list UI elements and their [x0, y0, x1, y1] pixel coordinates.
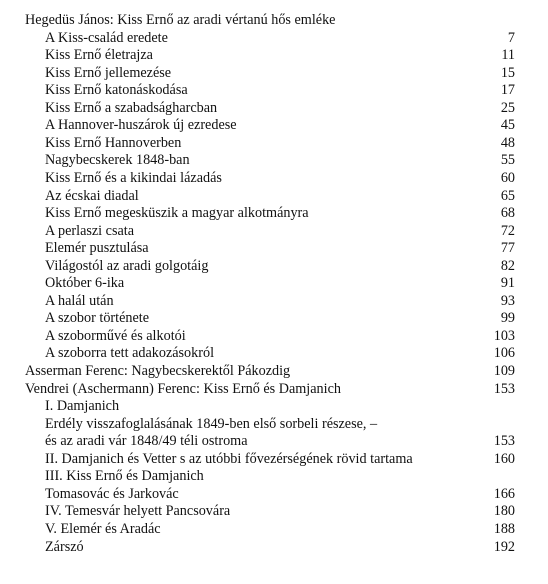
toc-entry-title: A szoborra tett adakozásokról — [45, 345, 215, 362]
toc-entry — [0, 116, 548, 134]
toc-entry-title: Október 6-ika — [45, 275, 125, 292]
toc-entry — [0, 134, 548, 152]
toc-entry-page: 15 — [500, 64, 515, 81]
toc-entry-page: 65 — [500, 187, 515, 204]
toc-entry-title: Vendrei (Aschermann) Ferenc: Kiss Ernő és Damjanich — [25, 380, 341, 397]
toc-entry — [0, 362, 548, 380]
toc-entry-page: 25 — [500, 99, 515, 116]
toc-entry-title: Világostól az aradi golgotáig — [45, 257, 209, 274]
toc-entry — [0, 520, 548, 538]
toc-entry-title: A szoborművé és alkotói — [45, 327, 186, 344]
toc-entry-title: Kiss Ernő életrajza — [45, 47, 153, 64]
toc-entry — [0, 450, 548, 468]
toc-entry-page: 7 — [507, 29, 515, 46]
toc-entry-title: A halál után — [45, 292, 114, 309]
toc-entry-title: Kiss Ernő jellemezése — [45, 64, 172, 81]
toc-entry — [0, 81, 548, 99]
toc-entry-page: 103 — [493, 327, 515, 344]
toc-entry — [0, 239, 548, 257]
toc-entry-title: Kiss Ernő és a kikindai lázadás — [45, 169, 222, 186]
toc-entry-page: 153 — [493, 380, 515, 397]
toc-entry-title: Kiss Ernő a szabadságharcban — [45, 99, 218, 116]
toc-entry-page: 17 — [500, 82, 515, 99]
toc-entry-page: 192 — [493, 538, 515, 555]
toc-entry-page: 99 — [500, 310, 515, 327]
toc-entry — [0, 415, 548, 433]
toc-entry — [0, 187, 548, 205]
toc-entry-title: Kiss Ernő katonáskodása — [45, 82, 188, 99]
toc-entry — [0, 169, 548, 187]
toc-entry — [0, 99, 548, 117]
toc-entry — [0, 538, 548, 556]
toc-entry-title: Elemér pusztulása — [45, 240, 149, 257]
toc-entry-title: Kiss Ernő megesküszik a magyar alkotmányra — [45, 205, 309, 222]
toc-entry — [0, 46, 548, 64]
toc-entry-page: 188 — [493, 520, 515, 537]
toc-entry — [0, 397, 548, 415]
toc-entry-page: 11 — [501, 47, 515, 64]
toc-entry — [0, 467, 548, 485]
toc-entry — [0, 29, 548, 47]
toc-entry-page: 180 — [493, 503, 515, 520]
toc-entry-title: A Kiss-család eredete — [45, 29, 168, 46]
toc-entry — [0, 327, 548, 345]
toc-entry-page: 72 — [500, 222, 515, 239]
toc-entry-title: A Hannover-huszárok új ezredese — [45, 117, 237, 134]
toc-entry — [0, 11, 548, 29]
toc-entry-page: 166 — [493, 485, 515, 502]
toc-entry — [0, 274, 548, 292]
toc-entry — [0, 485, 548, 503]
toc-entry-title: Erdély visszafoglalásának 1849-ben első sorbeli részese, – — [45, 415, 378, 432]
toc-entry-title: V. Elemér és Aradác — [45, 520, 161, 537]
toc-entry — [0, 344, 548, 362]
toc-entry-title: A perlaszi csata — [45, 222, 135, 239]
toc-entry-title: III. Kiss Ernő és Damjanich — [45, 468, 204, 485]
toc-entry-title: és az aradi vár 1848/49 téli ostroma — [45, 433, 248, 450]
toc-entry — [0, 380, 548, 398]
toc-entry — [0, 257, 548, 275]
toc-entry-page: 68 — [500, 205, 515, 222]
toc-entry-title: Kiss Ernő Hannoverben — [45, 134, 182, 151]
toc-entry-page: 48 — [500, 134, 515, 151]
toc-entry — [0, 204, 548, 222]
toc-entry-title: Tomasovác és Jarkovác — [45, 485, 179, 502]
toc-entry-title: Hegedüs János: Kiss Ernő az aradi vértanú hős emléke — [25, 12, 336, 28]
toc-entry-page: 45 — [500, 117, 515, 134]
toc-entry-title: IV. Temesvár helyett Pancsovára — [45, 503, 231, 520]
toc-entry — [0, 151, 548, 169]
toc-entry-title: Az écskai diadal — [45, 187, 139, 204]
toc-entry — [0, 222, 548, 240]
toc-entry-page: 109 — [493, 363, 515, 379]
toc-entry — [0, 64, 548, 82]
toc-entry — [0, 432, 548, 450]
toc-entry — [0, 502, 548, 520]
toc-entry-page: 160 — [493, 450, 515, 467]
toc-entry-page: 106 — [493, 345, 515, 362]
toc-entry — [0, 309, 548, 327]
toc-entry-page: 91 — [500, 275, 515, 292]
toc-entry-page: 82 — [500, 257, 515, 274]
toc-entry-page: 55 — [500, 152, 515, 169]
toc-entry-page: 93 — [500, 292, 515, 309]
toc-entry-title: Nagybecskerek 1848-ban — [45, 152, 190, 169]
toc-entry — [0, 292, 548, 310]
toc-entry-page: 153 — [493, 433, 515, 450]
toc-entry-title: Zárszó — [45, 538, 84, 555]
toc-entry-title: Asserman Ferenc: Nagybecskerektől Pákozdig — [25, 363, 291, 379]
toc-entry-title: I. Damjanich — [45, 398, 120, 415]
toc-entry-page: 77 — [500, 240, 515, 257]
toc-entry-title: II. Damjanich és Vetter s az utóbbi fővezérségének rövid tartama — [45, 450, 413, 467]
toc-entry-page: 60 — [500, 169, 515, 186]
toc-entry-title: A szobor története — [45, 310, 150, 327]
